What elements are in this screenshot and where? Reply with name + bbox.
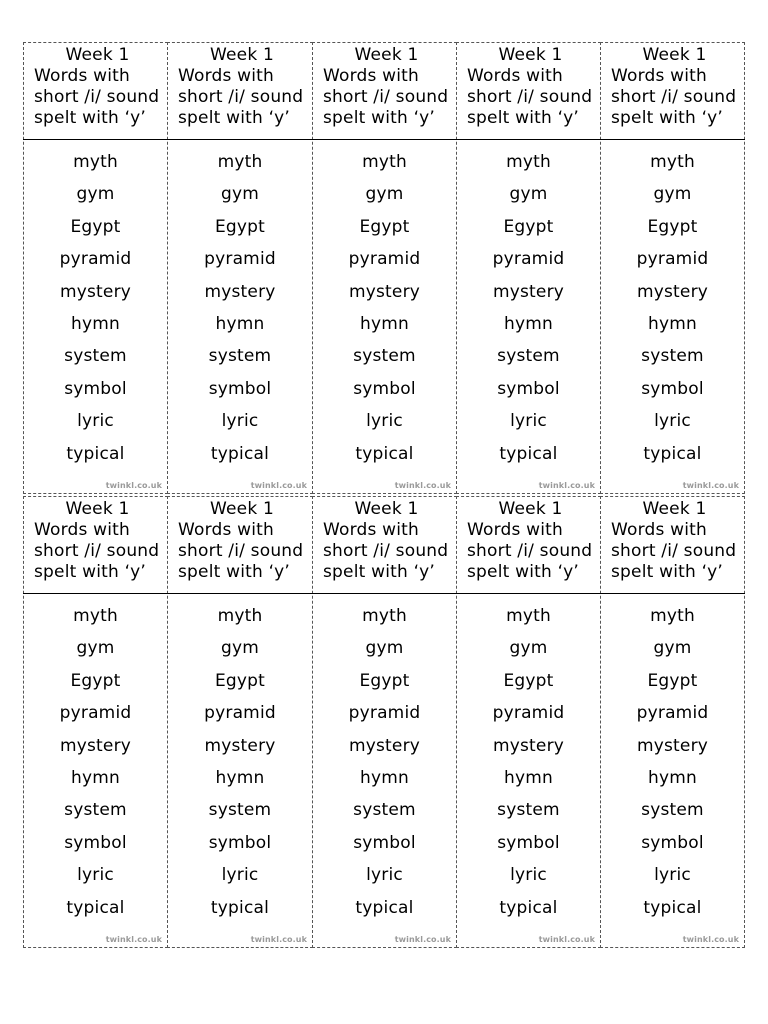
- card-header: [601, 497, 744, 594]
- spelling-word: gym: [509, 184, 548, 205]
- card-title: Words with short /i/ sound spelt with ‘y’: [611, 66, 737, 128]
- card-title: Words with short /i/ sound spelt with ‘y’: [34, 66, 160, 128]
- card-week-label: Week 1: [642, 499, 707, 519]
- spelling-word: Egypt: [503, 216, 554, 237]
- spelling-word: system: [208, 800, 272, 821]
- spelling-word: myth: [650, 152, 695, 172]
- spelling-word: symbol: [497, 832, 560, 853]
- spelling-word: Egypt: [214, 216, 266, 237]
- card-header: [457, 43, 600, 140]
- card-week-label: Week 1: [65, 499, 130, 519]
- spelling-word: myth: [506, 606, 551, 626]
- card-week-label: Week 1: [354, 499, 419, 519]
- twinkl-watermark: twinkl.co.uk: [105, 935, 162, 944]
- card-week-label: Week 1: [354, 45, 419, 65]
- card-row: [23, 42, 745, 496]
- card-header: [313, 43, 456, 140]
- card-week-label: Week 1: [642, 45, 707, 65]
- twinkl-watermark: twinkl.co.uk: [394, 935, 451, 944]
- spelling-word: Egypt: [647, 216, 698, 237]
- spelling-word: pyramid: [348, 249, 421, 270]
- spelling-word: hymn: [71, 313, 120, 334]
- spelling-word: myth: [362, 152, 407, 172]
- spelling-word: lyric: [221, 865, 259, 886]
- spelling-word: lyric: [221, 411, 259, 432]
- spelling-card: [23, 496, 168, 948]
- spelling-word: symbol: [353, 832, 416, 853]
- card-title: Words with short /i/ sound spelt with ‘y’: [323, 520, 449, 582]
- spelling-word: gym: [76, 638, 115, 659]
- spelling-word: myth: [650, 606, 695, 626]
- spelling-word: Egypt: [70, 216, 121, 237]
- spelling-word-list: [313, 146, 456, 470]
- card-row: [23, 496, 745, 950]
- spelling-word: Egypt: [214, 670, 266, 691]
- spelling-word-list: [168, 146, 312, 470]
- card-week-label: Week 1: [498, 45, 563, 65]
- spelling-word: symbol: [208, 378, 272, 399]
- spelling-word: lyric: [77, 865, 114, 886]
- spelling-word: gym: [365, 184, 404, 205]
- spelling-card: [312, 42, 457, 494]
- spelling-word: gym: [220, 638, 259, 659]
- spelling-word-list: [601, 600, 744, 924]
- card-week-label: Week 1: [210, 499, 274, 519]
- spelling-word: system: [641, 346, 704, 367]
- spelling-word: mystery: [348, 281, 421, 302]
- spelling-word: system: [353, 800, 416, 821]
- header-divider: [312, 139, 457, 140]
- spelling-word: symbol: [208, 832, 272, 853]
- spelling-word: symbol: [497, 378, 560, 399]
- header-divider: [456, 593, 601, 594]
- spelling-word-list: [168, 600, 312, 924]
- spelling-word: hymn: [648, 767, 697, 788]
- spelling-word: hymn: [504, 313, 553, 334]
- card-title: Words with short /i/ sound spelt with ‘y’: [34, 520, 160, 582]
- spelling-word: pyramid: [636, 249, 709, 270]
- header-divider: [23, 593, 168, 594]
- spelling-word: mystery: [348, 735, 421, 756]
- spelling-word: system: [208, 346, 272, 367]
- card-week-label: Week 1: [65, 45, 130, 65]
- spelling-card: [312, 496, 457, 948]
- spelling-word: system: [64, 800, 127, 821]
- spelling-word: typical: [355, 897, 414, 918]
- spelling-word: gym: [220, 184, 259, 205]
- card-header: [313, 497, 456, 594]
- spelling-word: mystery: [204, 735, 276, 756]
- spelling-word: Egypt: [359, 670, 410, 691]
- spelling-word: gym: [509, 638, 548, 659]
- card-title: Words with short /i/ sound spelt with ‘y’: [467, 520, 593, 582]
- spelling-word-list: [313, 600, 456, 924]
- spelling-word: gym: [76, 184, 115, 205]
- header-divider: [312, 593, 457, 594]
- spelling-word: pyramid: [348, 703, 421, 724]
- spelling-word: mystery: [492, 735, 565, 756]
- spelling-word: hymn: [71, 767, 120, 788]
- spelling-word: system: [497, 346, 560, 367]
- twinkl-watermark: twinkl.co.uk: [394, 481, 451, 490]
- spelling-word: myth: [217, 152, 263, 172]
- spelling-word: myth: [73, 606, 118, 626]
- spelling-word-list: [24, 600, 167, 924]
- spelling-word: myth: [362, 606, 407, 626]
- twinkl-watermark: twinkl.co.uk: [682, 481, 739, 490]
- spelling-word: symbol: [64, 832, 127, 853]
- card-title: Words with short /i/ sound spelt with ‘y’: [467, 66, 593, 128]
- header-divider: [456, 139, 601, 140]
- spelling-word: symbol: [353, 378, 416, 399]
- spelling-word: mystery: [59, 281, 132, 302]
- spelling-word: lyric: [366, 865, 403, 886]
- spelling-word: typical: [210, 443, 270, 464]
- card-title: Words with short /i/ sound spelt with ‘y’: [178, 520, 304, 582]
- spelling-word: myth: [217, 606, 263, 626]
- spelling-card: [23, 42, 168, 494]
- spelling-word: typical: [499, 897, 558, 918]
- spelling-word: myth: [506, 152, 551, 172]
- spelling-card: [167, 42, 313, 494]
- spelling-word: pyramid: [59, 703, 132, 724]
- spelling-word: lyric: [77, 411, 114, 432]
- spelling-word: typical: [499, 443, 558, 464]
- spelling-word: lyric: [510, 411, 547, 432]
- header-divider: [23, 139, 168, 140]
- twinkl-watermark: twinkl.co.uk: [682, 935, 739, 944]
- spelling-word: Egypt: [503, 670, 554, 691]
- spelling-card: [167, 496, 313, 948]
- spelling-word: Egypt: [647, 670, 698, 691]
- spelling-word: mystery: [204, 281, 276, 302]
- spelling-word: system: [497, 800, 560, 821]
- spelling-word-list: [457, 146, 600, 470]
- spelling-word: typical: [66, 897, 125, 918]
- card-title: Words with short /i/ sound spelt with ‘y’: [178, 66, 304, 128]
- spelling-word: pyramid: [59, 249, 132, 270]
- spelling-card: [600, 42, 745, 494]
- spelling-word: typical: [210, 897, 270, 918]
- header-divider: [600, 593, 745, 594]
- spelling-word: hymn: [360, 767, 409, 788]
- spelling-word: typical: [643, 897, 702, 918]
- spelling-card: [600, 496, 745, 948]
- card-header: [601, 43, 744, 140]
- spelling-word: hymn: [648, 313, 697, 334]
- spelling-word-list: [24, 146, 167, 470]
- spelling-word: gym: [365, 638, 404, 659]
- card-week-label: Week 1: [498, 499, 563, 519]
- spelling-word: mystery: [636, 281, 709, 302]
- spelling-word: Egypt: [70, 670, 121, 691]
- spelling-word: lyric: [654, 411, 691, 432]
- twinkl-watermark: twinkl.co.uk: [538, 481, 595, 490]
- card-header: [24, 497, 167, 594]
- card-header: [168, 497, 312, 594]
- spelling-word: lyric: [510, 865, 547, 886]
- spelling-word: lyric: [654, 865, 691, 886]
- spelling-word: pyramid: [492, 703, 565, 724]
- spelling-word: pyramid: [636, 703, 709, 724]
- spelling-word: gym: [653, 184, 692, 205]
- spelling-word: symbol: [64, 378, 127, 399]
- card-header: [168, 43, 312, 140]
- spelling-word: pyramid: [204, 249, 276, 270]
- card-header: [457, 497, 600, 594]
- spelling-word: mystery: [492, 281, 565, 302]
- spelling-word: hymn: [215, 767, 265, 788]
- spelling-word: lyric: [366, 411, 403, 432]
- spelling-word: typical: [643, 443, 702, 464]
- card-week-label: Week 1: [210, 45, 274, 65]
- card-title: Words with short /i/ sound spelt with ‘y’: [611, 520, 737, 582]
- twinkl-watermark: twinkl.co.uk: [250, 481, 307, 490]
- spelling-word: gym: [653, 638, 692, 659]
- spelling-word: hymn: [215, 313, 265, 334]
- spelling-word: symbol: [641, 378, 704, 399]
- spelling-word: pyramid: [204, 703, 276, 724]
- spelling-word: hymn: [504, 767, 553, 788]
- spelling-word: typical: [355, 443, 414, 464]
- spelling-word: system: [353, 346, 416, 367]
- spelling-card-sheet: [23, 42, 745, 950]
- card-title: Words with short /i/ sound spelt with ‘y’: [323, 66, 449, 128]
- spelling-card: [456, 496, 601, 948]
- twinkl-watermark: twinkl.co.uk: [538, 935, 595, 944]
- spelling-word-list: [457, 600, 600, 924]
- header-divider: [167, 139, 313, 140]
- card-header: [24, 43, 167, 140]
- header-divider: [167, 593, 313, 594]
- spelling-word: myth: [73, 152, 118, 172]
- header-divider: [600, 139, 745, 140]
- spelling-word: system: [641, 800, 704, 821]
- spelling-word: system: [64, 346, 127, 367]
- spelling-word: symbol: [641, 832, 704, 853]
- spelling-word: mystery: [636, 735, 709, 756]
- spelling-word: mystery: [59, 735, 132, 756]
- twinkl-watermark: twinkl.co.uk: [105, 481, 162, 490]
- spelling-word: pyramid: [492, 249, 565, 270]
- spelling-word: Egypt: [359, 216, 410, 237]
- spelling-word: typical: [66, 443, 125, 464]
- twinkl-watermark: twinkl.co.uk: [250, 935, 307, 944]
- spelling-word-list: [601, 146, 744, 470]
- spelling-card: [456, 42, 601, 494]
- spelling-word: hymn: [360, 313, 409, 334]
